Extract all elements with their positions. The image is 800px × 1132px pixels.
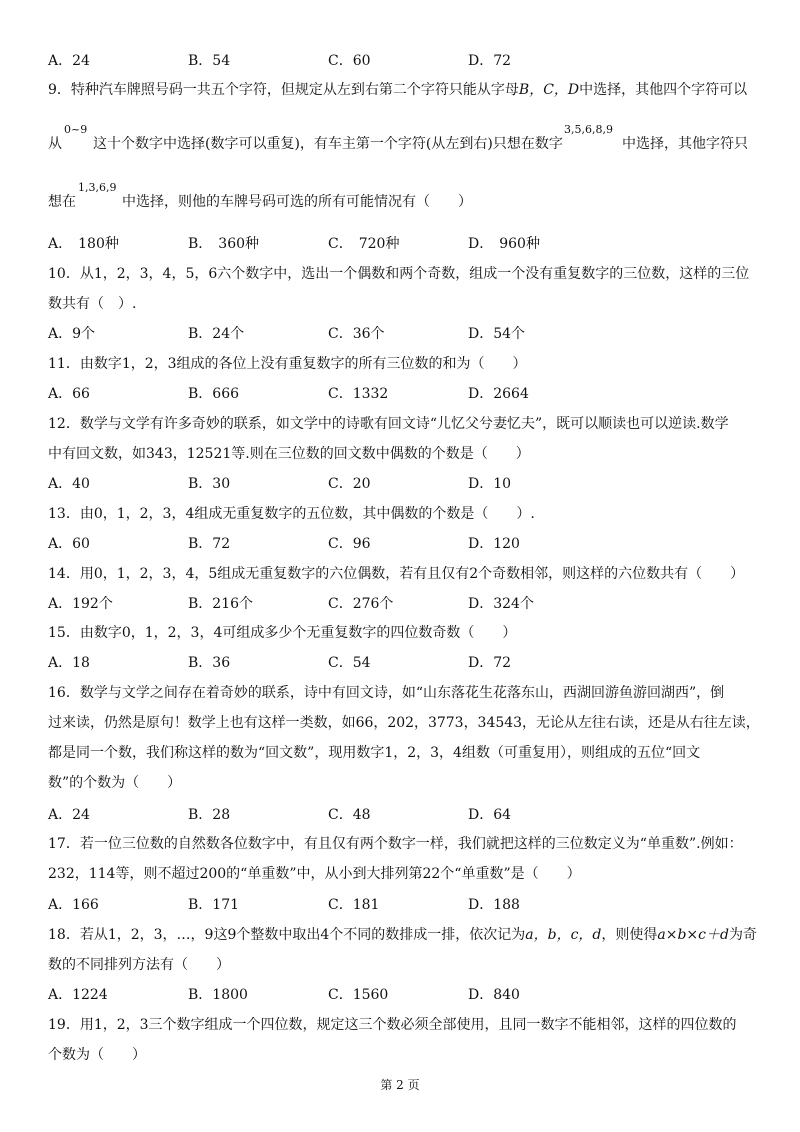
q9-line-2c: [622, 134, 748, 154]
q10-option-c: C．36个: [328, 326, 385, 342]
q16-option-c: C．48: [328, 807, 371, 823]
q16-line-2: 过来读，仍然是原句！数学上也有这样一类数，如66，202，3773，34543，无论从左往右读，还是从右往左读，: [48, 715, 760, 731]
q16-option-b: B．28: [188, 807, 231, 823]
q9-line-2: [48, 134, 62, 154]
q9-text: 想在: [48, 194, 76, 210]
q15-option-a: A．18: [48, 655, 90, 671]
q9-range: 0~9: [64, 123, 88, 136]
q17-option-b: B．171: [188, 897, 240, 913]
q8-option-d: D．72: [468, 53, 512, 69]
q12-option-d: D．10: [468, 476, 512, 492]
q9-line-3: [48, 192, 76, 212]
q15-line-1: 15．由数字0，1，2，3，4可组成多少个无重复数字的四位数奇数（ ）: [48, 625, 517, 641]
q9-option-d: D． 960种: [468, 236, 540, 252]
page-footer: 第 2 页: [380, 1078, 420, 1092]
q14-option-d: D．324个: [468, 596, 534, 612]
q17-option-d: D．188: [468, 897, 520, 913]
q10-line-1: 10．从1，2，3，4，5，6六个数字中，选出一个偶数和两个奇数，组成一个没有重复数字的三位数，这样的三位: [48, 266, 750, 282]
q18-text: ，则使得: [601, 927, 658, 943]
q11-option-c: C．1332: [328, 386, 389, 402]
q16-option-d: D．64: [468, 807, 512, 823]
q9-line-2b: [93, 134, 563, 154]
q19-line-1: 19．用1，2，3三个数字组成一个四位数，规定这三个数必须全部使用，且同一数字不能相邻，这样的四位数的: [48, 1017, 737, 1033]
q9-text: 这十个数字中选择(数字可以重复)，有车主第一个字符(从左到右)只想在数字: [93, 136, 563, 152]
q18-text: 18．若从1，2，3，…，9这9个整数中取出4个不同的数排成一排，依次记为: [48, 927, 526, 943]
q14-option-a: A．192个: [48, 596, 113, 612]
q14-option-c: C．276个: [328, 596, 394, 612]
q16-line-1: 16．数学与文学之间存在着奇妙的联系，诗中有回文诗，如“山东落花生花落东山，西湖回游鱼游回湖西”，倒: [48, 685, 725, 701]
q12-line-1: 12．数学与文学有许多奇妙的联系，如文学中的诗歌有回文诗“儿忆父兮妻忆夫”，既可以顺读也可以逆读.数学: [48, 416, 729, 432]
q9-option-c: C． 720种: [328, 236, 400, 252]
q11-option-a: A．66: [48, 386, 90, 402]
q17-option-a: A．166: [48, 897, 99, 913]
q8-option-c: C．60: [328, 53, 371, 69]
q14-line-1: 14．用0，1，2，3，4，5组成无重复数字的六位偶数，若有且仅有2个奇数相邻，则这样的六位数共有（ ）: [48, 566, 745, 582]
q13-option-c: C．96: [328, 536, 371, 552]
q9-option-a: A． 180种: [48, 236, 119, 252]
q17-option-c: C．181: [328, 897, 380, 913]
q18-option-d: D．840: [468, 987, 520, 1003]
q11-option-b: B．666: [188, 386, 240, 402]
q16-line-4: 数”的个数为（ ）: [48, 775, 182, 791]
q19-line-2: 个数为（ ）: [48, 1047, 146, 1063]
q9-text: 中选择，其他字符只: [622, 136, 748, 152]
q13-line-1: 13．由0，1，2，3，4组成无重复数字的五位数，其中偶数的个数是（ ）.: [48, 506, 535, 522]
q18-option-a: A．1224: [48, 987, 108, 1003]
q9-digits-2: 1,3,6,9: [78, 181, 117, 194]
q14-option-b: B．216个: [188, 596, 254, 612]
q13-option-d: D．120: [468, 536, 520, 552]
q11-line-1: 11．由数字1，2，3组成的各位上没有重复数字的所有三位数的和为（ ）: [48, 356, 527, 372]
q12-line-2: 中有回文数，如343，12521等.则在三位数的回文数中偶数的个数是（ ）: [48, 446, 530, 462]
q12-option-a: A．40: [48, 476, 90, 492]
q16-option-a: A．24: [48, 807, 90, 823]
q11-option-d: D．2664: [468, 386, 529, 402]
q18-line-2: 数的不同排列方法有（ ）: [48, 957, 230, 973]
q18-expression: a×b×c＋d: [657, 927, 729, 943]
q15-option-d: D．72: [468, 655, 512, 671]
q9-line-3b: [122, 192, 472, 212]
q9-line-1: [48, 80, 747, 100]
q8-option-b: B．54: [188, 53, 231, 69]
q10-option-b: B．24个: [188, 326, 245, 342]
q18-variables: a，b，c，d: [525, 927, 602, 943]
q15-option-b: B．36: [188, 655, 231, 671]
q9-option-b: B． 360种: [188, 236, 260, 252]
q16-line-3: 都是同一个数，我们称这样的数为“回文数”，现用数字1，2，3，4组数（可重复用），则组成的五位“回文: [48, 745, 701, 761]
q12-option-b: B．30: [188, 476, 231, 492]
q18-text: 为奇: [728, 927, 757, 943]
q18-option-c: C．1560: [328, 987, 389, 1003]
q8-option-a: A．24: [48, 53, 90, 69]
q17-line-2: 232，114等，则不超过200的“单重数”中，从小到大排列第22个“单重数”是（ ）: [48, 866, 581, 882]
q10-option-a: A．9个: [48, 326, 96, 342]
q10-option-d: D．54个: [468, 326, 526, 342]
q9-letters: B，C，D: [518, 82, 580, 98]
q15-option-c: C．54: [328, 655, 371, 671]
q9-digits-1: 3,5,6,8,9: [564, 123, 613, 136]
q9-text: 9．特种汽车牌照号码一共五个字符，但规定从左到右第二个字符只能从字母: [48, 82, 519, 98]
q17-line-1: 17．若一位三位数的自然数各位数字中，有且仅有两个数字一样，我们就把这样的三位数定义为“单重数”.例如：: [48, 836, 743, 852]
q9-text: 从: [48, 136, 62, 152]
q13-option-a: A．60: [48, 536, 90, 552]
q13-option-b: B．72: [188, 536, 231, 552]
q9-text: 中选择，则他的车牌号码可选的所有可能情况有（ ）: [122, 194, 472, 210]
q18-line-1: [48, 925, 757, 945]
q10-line-2: 数共有（ ）.: [48, 296, 137, 312]
q9-text: 中选择，其他四个字符可以: [579, 82, 748, 98]
q18-option-b: B．1800: [188, 987, 248, 1003]
q12-option-c: C．20: [328, 476, 371, 492]
